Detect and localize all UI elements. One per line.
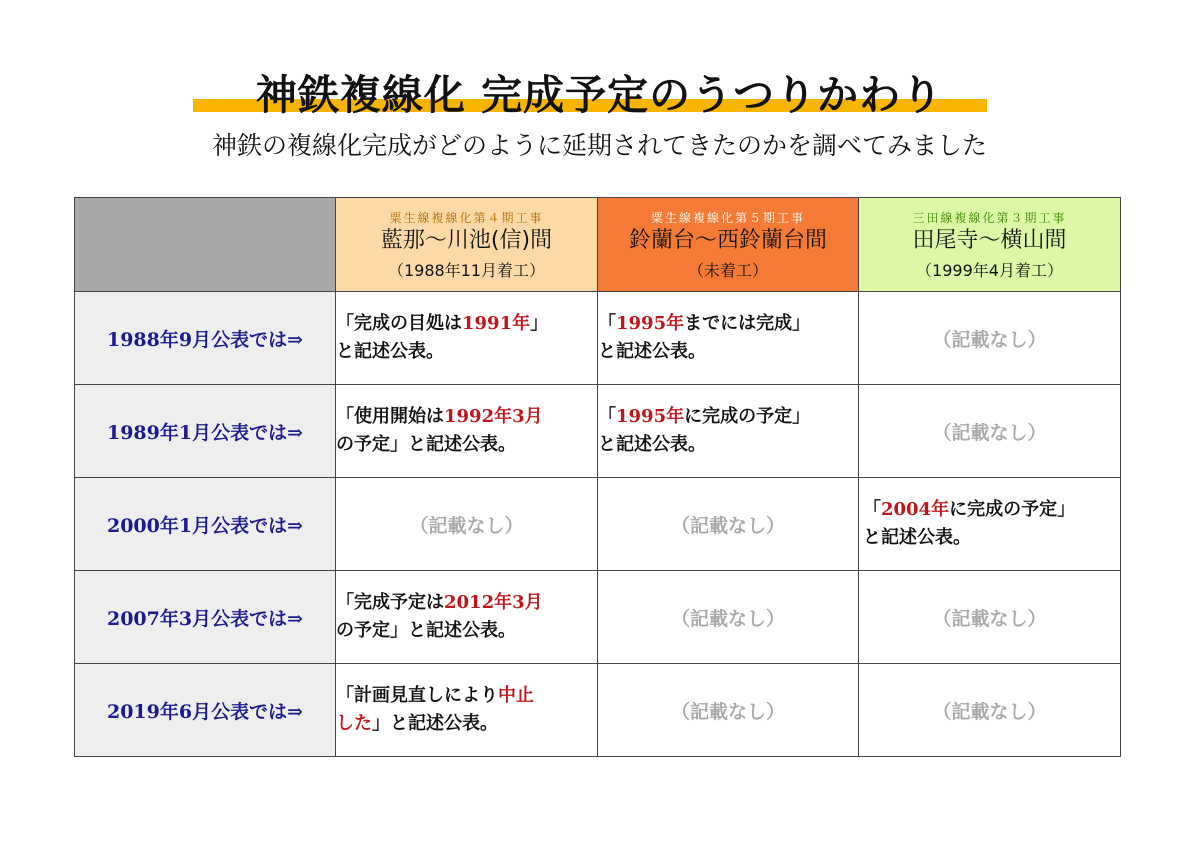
cell-text: 」と記述公表。 [372,713,498,734]
table-cell [859,478,1121,571]
column-project: 粟生線複線化第５期工事 [650,210,805,225]
cell-text: と記述公表。 [863,527,971,548]
table-cell [336,385,598,478]
cell-text: 「使用開始は [336,406,444,427]
title-area [0,58,1199,118]
cell-highlight: 中止 [498,685,534,706]
cell-text: 「 [863,499,881,520]
table-cell-empty: （記載なし） [859,385,1121,478]
column-status: （未着工） [687,260,768,280]
column-header-3 [859,198,1121,292]
column-status: （1988年11月着工） [387,260,546,280]
corner-cell [75,198,336,292]
column-section: 鈴蘭台〜西鈴蘭台間 [628,227,827,253]
row-label: 2007年3月公表では⇒ [75,571,336,664]
table-row [75,292,1121,385]
cell-text: 「完成予定は [336,592,444,613]
cell-highlight: 1992年3月 [444,406,543,427]
table-cell-empty: （記載なし） [859,664,1121,757]
cell-text: 「 [598,313,616,334]
table-row [75,478,1121,571]
table-cell-empty: （記載なし） [859,571,1121,664]
cell-text: と記述公表。 [598,434,706,455]
table-cell [598,385,859,478]
table-cell [336,571,598,664]
table-cell-empty: （記載なし） [598,664,859,757]
row-label: 1988年9月公表では⇒ [75,292,336,385]
cell-text: に完成の予定」 [684,406,811,427]
cell-text: 「完成の目処は [336,313,462,334]
column-project: 粟生線複線化第４期工事 [389,210,544,225]
table-cell-empty: （記載なし） [859,292,1121,385]
schedule-table [74,197,1121,757]
cell-text: と記述公表。 [598,341,706,362]
cell-highlight: 1995年 [616,313,685,334]
column-status: （1999年4月着工） [916,260,1063,280]
page-title: 神鉄複線化 完成予定のうつりかわり [255,71,944,119]
table-row [75,571,1121,664]
cell-highlight: した [336,713,372,734]
cell-text: と記述公表。 [336,341,444,362]
row-label: 1989年1月公表では⇒ [75,385,336,478]
table-cell [598,292,859,385]
column-section: 田尾寺〜横山間 [912,227,1067,253]
cell-highlight: 2004年 [881,499,950,520]
cell-highlight: 1991年 [462,313,531,334]
cell-highlight: 2012年3月 [444,592,543,613]
table-cell [336,664,598,757]
cell-text: 「計画見直しにより [336,685,498,706]
table-row [75,664,1121,757]
column-header-1 [336,198,598,292]
table-cell [336,292,598,385]
table-row [75,385,1121,478]
header-row [75,198,1121,292]
cell-text: 「 [598,406,616,427]
table-cell-empty: （記載なし） [336,478,598,571]
cell-highlight: 1995年 [616,406,685,427]
cell-text: の予定」と記述公表。 [336,620,516,641]
page-subtitle: 神鉄の複線化完成がどのように延期されてきたのかを調べてみました [211,131,987,160]
row-label: 2000年1月公表では⇒ [75,478,336,571]
cell-text: 」 [530,313,549,334]
column-header-2 [598,198,859,292]
cell-text: に完成の予定」 [949,499,1076,520]
table-cell-empty: （記載なし） [598,478,859,571]
cell-text: までには完成」 [684,313,811,334]
row-label: 2019年6月公表では⇒ [75,664,336,757]
column-project: 三田線複線化第３期工事 [912,210,1067,225]
column-section: 藍那〜川池(信)間 [380,227,553,253]
table-cell-empty: （記載なし） [598,571,859,664]
cell-text: の予定」と記述公表。 [336,434,516,455]
